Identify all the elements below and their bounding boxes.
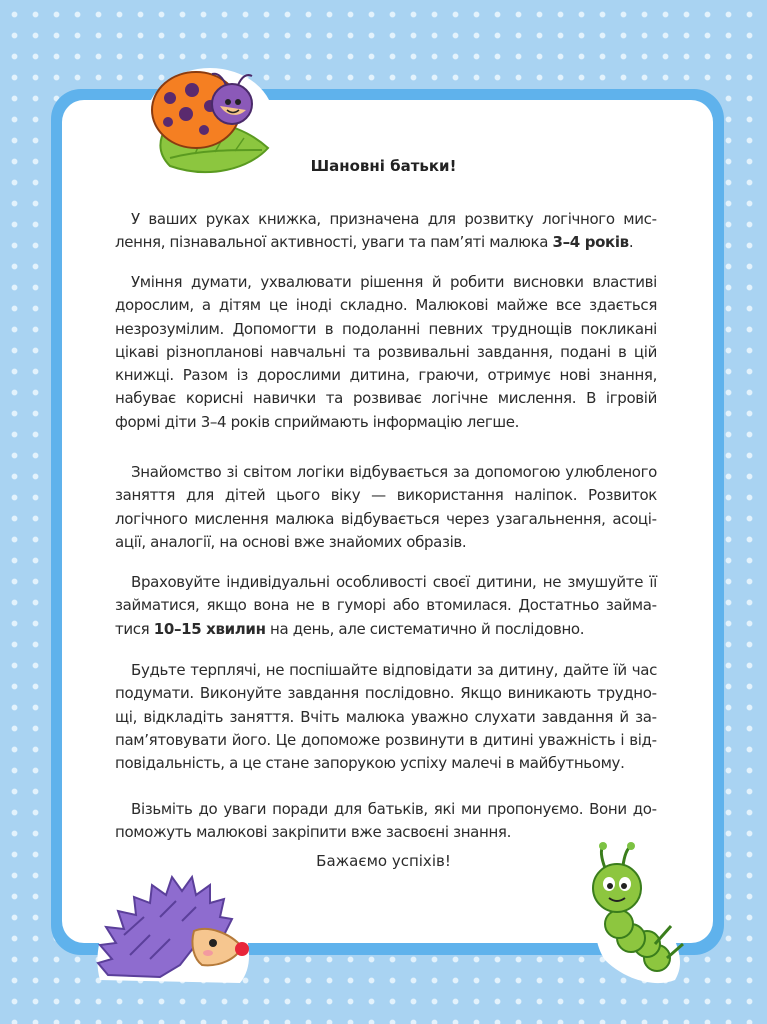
hedgehog-illustration [90, 855, 260, 990]
paragraph-3: Знайомство зі світом логіки відбувається за допомогою улюбленого заняття для дітей цього віку — використання наліпок. Розвиток логічного мислення малюка відбувається через узагальнення, асоціації, аналогії, на основі вже знайомих образів. [115, 463, 657, 551]
page-heading: Шановні батьки! [310, 157, 457, 175]
paragraph-2: Уміння думати, ухвалювати рішення й робити висновки властиві дорослим, а дітям це іноді складно. Малюкові майже все здається незрозумілим. Допомогти в подоланні певних труднощів покликані цікаві різнопланові навчальні та розвивальні завдання, подані в цій книжці. Разом із дорослими дитина, граючи, отримує нові знання, набуває корисні навички та розвиває логічне мислення. В ігровій формі діти 3–4 років сприймають інформацію легше. [115, 273, 657, 431]
paragraph-1: У ваших руках книжка, призначена для розвитку логічного мислення, пізнавальної активності, уваги та пам’яті малюка 3–4 років. [115, 210, 657, 252]
paragraph-4: Враховуйте індивідуальні особливості своєї дитини, не змушуйте її займатися, якщо вона не в гуморі або втомилася. Достатньо займатися 10–15 хвилин на день, але систематично й послідовно. [115, 573, 657, 638]
paragraph-5: Будьте терплячі, не поспішайте відповідати за дитину, дайте їй час подумати. Виконуйте завдання послідовно. Якщо виникають труднощі, відкладіть заняття. Вчіть малюка уважно слухати завдання й запам’ятовувати його. Це допоможе розвинути в дитині уважність і відповідальність, а це стане запорукою успіху малечі в майбутньому. [115, 661, 657, 773]
closing-line: Бажаємо успіхів! [316, 852, 451, 870]
paragraph-6: Візьміть до уваги поради для батьків, які ми пропонуємо. Вони допоможуть малюкові закріпити вже засвоєні знання. [115, 800, 657, 842]
